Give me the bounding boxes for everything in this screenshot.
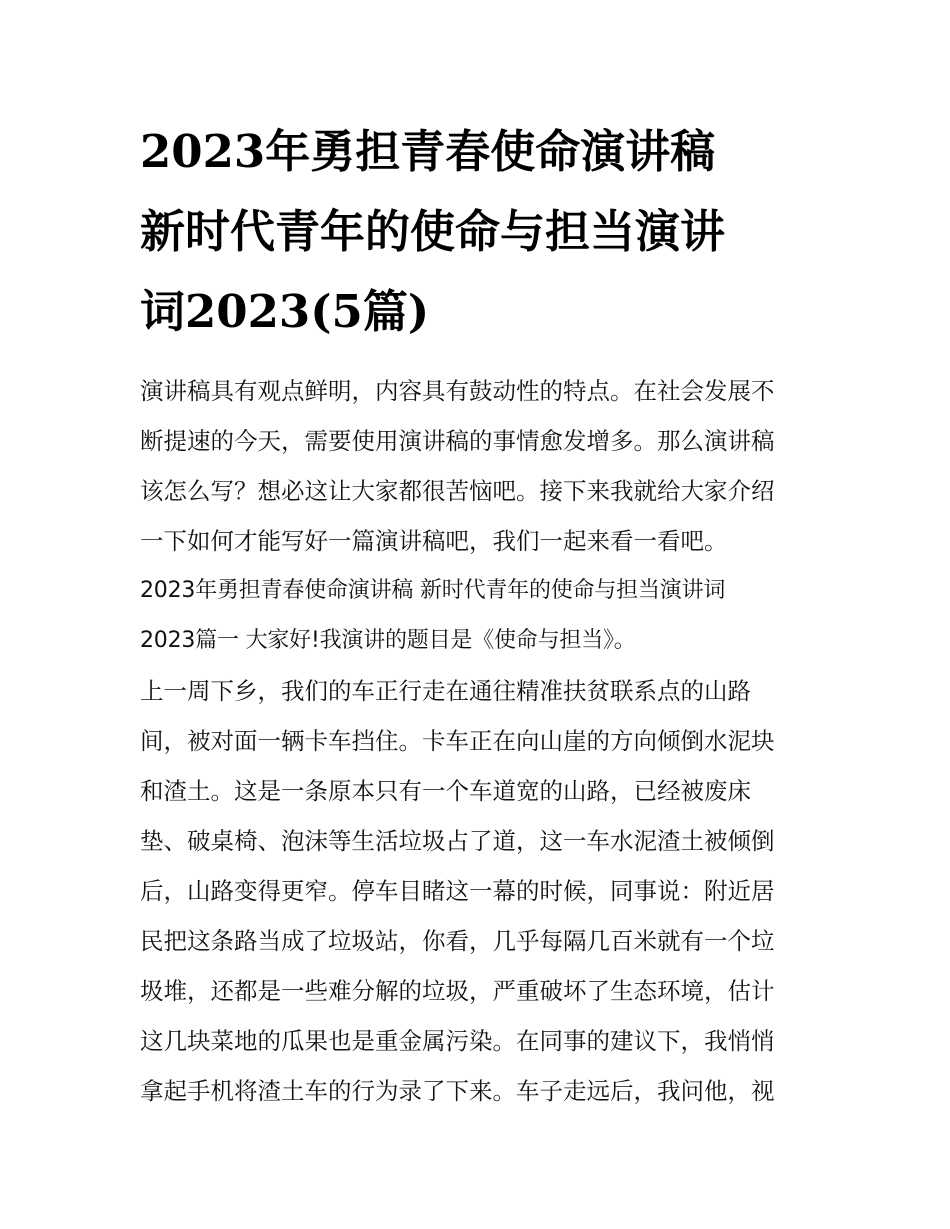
document-body	[140, 366, 820, 1116]
body-line: 断提速的今天，需要使用演讲稿的事情愈发增多。那么演讲稿	[140, 427, 775, 455]
body-line: 一下如何才能写好一篇演讲稿吧，我们一起来看一看吧。	[140, 527, 728, 555]
body-line: 民把这条路当成了垃圾站，你看，几乎每隔几百米就有一个垃	[140, 927, 775, 955]
body-line: 后，山路变得更窄。停车目睹这一幕的时候，同事说：附近居	[140, 877, 775, 905]
body-line: 演讲稿具有观点鲜明，内容具有鼓动性的特点。在社会发展不	[140, 377, 775, 405]
body-line: 圾堆，还都是一些难分解的垃圾，严重破坏了生态环境，估计	[140, 977, 775, 1005]
body-line: 该怎么写？想必这让大家都很苦恼吧。接下来我就给大家介绍	[140, 477, 775, 505]
body-line: 间，被对面一辆卡车挡住。卡车正在向山崖的方向倾倒水泥块	[140, 727, 775, 755]
body-line: 2023年勇担青春使命演讲稿 新时代青年的使命与担当演讲词	[140, 578, 726, 603]
body-line: 垫、破桌椅、泡沫等生活垃圾占了道，这一车水泥渣土被倾倒	[140, 827, 775, 855]
body-line: 和渣土。这是一条原本只有一个车道宽的山路，已经被废床	[140, 777, 751, 805]
body-line: 拿起手机将渣土车的行为录了下来。车子走远后，我问他，视	[140, 1077, 775, 1105]
body-line: 这几块菜地的瓜果也是重金属污染。在同事的建议下，我悄悄	[140, 1027, 775, 1055]
document-title	[140, 112, 820, 352]
body-line: 上一周下乡，我们的车正行走在通往精准扶贫联系点的山路	[140, 677, 751, 705]
title-line: 词2023(5篇)	[140, 285, 430, 338]
title-line: 2023年勇担青春使命演讲稿	[140, 125, 716, 178]
body-line: 2023篇一 大家好!我演讲的题目是《使命与担当》。	[140, 628, 636, 653]
document-page	[140, 112, 820, 1116]
title-line: 新时代青年的使命与担当演讲	[140, 205, 726, 258]
